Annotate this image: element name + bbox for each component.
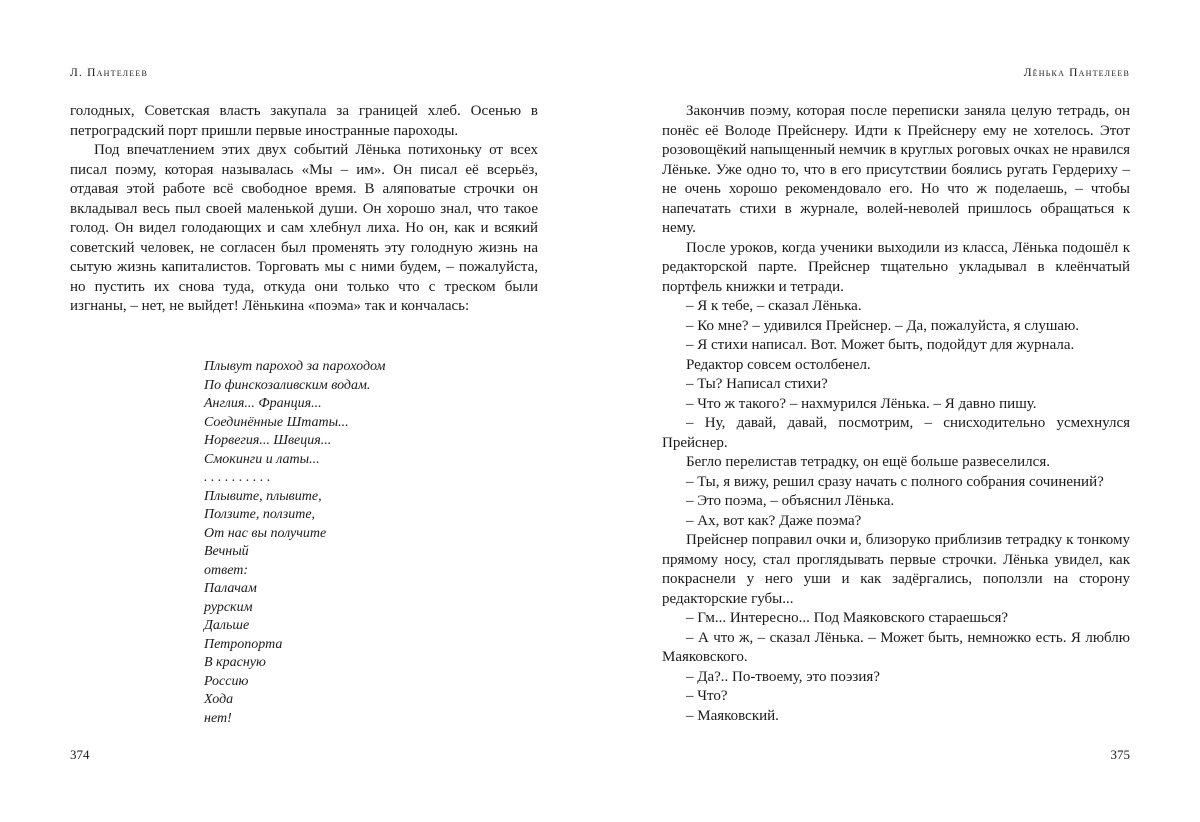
paragraph: Прейснер поправил очки и, близоруко приблизив тетрадку к тонкому прямому носу, стал проглядывать первые строчки. Лёнька увидел, как покраснели у него уши и как задёргались, поползли на сторону редакторские губы... bbox=[662, 532, 1130, 607]
poem-line: Смокинги и латы... bbox=[204, 451, 320, 467]
dialogue-line: – Что ж такого? – нахмурился Лёнька. – Я давно пишу. bbox=[686, 395, 1037, 412]
poem-line: Вечный bbox=[204, 544, 249, 559]
dialogue-line: – Это поэма, – объяснил Лёнька. bbox=[686, 493, 895, 509]
dialogue-line: – Я к тебе, – сказал Лёнька. bbox=[686, 298, 862, 314]
paragraph: Редактор совсем остолбенел. bbox=[686, 356, 871, 373]
poem-line: нет! bbox=[204, 710, 232, 726]
poem-line: Хода bbox=[204, 692, 234, 707]
poem-line: Ползите, ползите, bbox=[204, 507, 316, 522]
dialogue-line: – Гм... Интересно... Под Маяковского стараешься? bbox=[686, 610, 1009, 626]
dialogue-line: – Что? bbox=[686, 688, 728, 704]
running-head-author: Л. Пантелеев bbox=[70, 67, 149, 79]
dialogue-line: – Ты, я вижу, решил сразу начать с полного собрания сочинений? bbox=[686, 473, 1104, 490]
poem-line: Норвегия... Швеция... bbox=[204, 433, 332, 448]
paragraph: Под впечатлением этих двух событий Лёнька потихоньку от всех писал поэму, которая называлась «Мы – им». Он писал её всерьёз, отдавая этой работе всё свободное время. В аляповатые строчки он вкладывал весь пыл своей маленькой души. Он хорошо знал, что такое голод. Он видел голодающих и сам хлебнул лиха. Но он, как и всякий советский человек, не согласен был променять эту голодную жизнь на сытую жизнь капиталистов. Торговать мы с ними будем, – пожалуйста, но пустить их снова туда, откуда они только что с треском были изгнаны, – нет, не выйдет! Лёнькина «поэма» так и кончалась: bbox=[70, 142, 538, 314]
paragraph: После уроков, когда ученики выходили из класса, Лёнька подошёл к редакторской парте. Прейснер тщательно укладывал в клеёнчатый портфель книжки и тетради. bbox=[662, 239, 1130, 295]
paragraph: голодных, Советская власть закупала за границей хлеб. Осенью в петроградский порт пришли первые иностранные пароходы. bbox=[70, 103, 538, 139]
poem-line: Плывут пароход за пароходом bbox=[204, 359, 386, 374]
poem bbox=[204, 358, 504, 728]
right-text-block bbox=[662, 102, 1130, 726]
dialogue-line: – Маяковский. bbox=[686, 707, 779, 724]
poem-ellipsis-line: . . . . . . . . . . bbox=[204, 470, 271, 485]
dialogue-line: – Ты? Написал стихи? bbox=[686, 376, 828, 392]
poem-line: От нас вы получите bbox=[204, 525, 327, 541]
running-head-title: Лёнька Пантелеев bbox=[1023, 67, 1130, 79]
poem-line: Петропорта bbox=[204, 636, 283, 652]
paragraph: Бегло перелистав тетрадку, он ещё больше развеселился. bbox=[686, 454, 1050, 470]
left-text-block bbox=[70, 102, 538, 317]
dialogue-line: – Я стихи написал. Вот. Может быть, подойдут для журнала. bbox=[686, 337, 1075, 353]
poem-line: Палачам bbox=[204, 581, 257, 596]
right-page bbox=[600, 0, 1200, 822]
dialogue-line: – Ко мне? – удивился Прейснер. – Да, пожалуйста, я слушаю. bbox=[686, 317, 1080, 334]
paragraph: Закончив поэму, которая после переписки заняла целую тетрадь, он понёс её Володе Прейснеру. Идти к Прейснеру ему не хотелось. Этот розовощёкий напыщенный немчик в круглых роговых очках не нравился Лёньке. Уже одно то, что в его присутствии боялись ругать Гердериху – не очень хорошо рекомендовало его. Но что ж поделаешь, – чтобы напечатать стихи в журнале, волей-неволей пришлось обращаться к нему. bbox=[662, 103, 1130, 236]
dialogue-line: – А что ж, – сказал Лёнька. – Может быть, немножко есть. Я люблю Маяковского. bbox=[662, 629, 1130, 665]
poem-line: По финскозаливским водам. bbox=[204, 377, 371, 393]
page-number: 375 bbox=[1110, 747, 1130, 762]
poem-line: В красную bbox=[204, 655, 266, 670]
dialogue-line: – Ну, давай, давай, посмотрим, – снисходительно усмехнулся Прейснер. bbox=[662, 415, 1130, 451]
poem-line: Соединённые Штаты... bbox=[204, 414, 349, 430]
page-number: 374 bbox=[70, 747, 90, 762]
dialogue-line: – Да?.. По-твоему, это поэзия? bbox=[686, 668, 880, 685]
poem-line: ответ: bbox=[204, 562, 248, 578]
poem-line: Англия... Франция... bbox=[204, 396, 322, 411]
poem-line: рурским bbox=[204, 599, 253, 615]
dialogue-line: – Ах, вот как? Даже поэма? bbox=[686, 512, 862, 529]
poem-line: Россию bbox=[204, 673, 249, 689]
poem-line: Дальше bbox=[204, 618, 250, 633]
poem-line: Плывите, плывите, bbox=[204, 488, 322, 504]
